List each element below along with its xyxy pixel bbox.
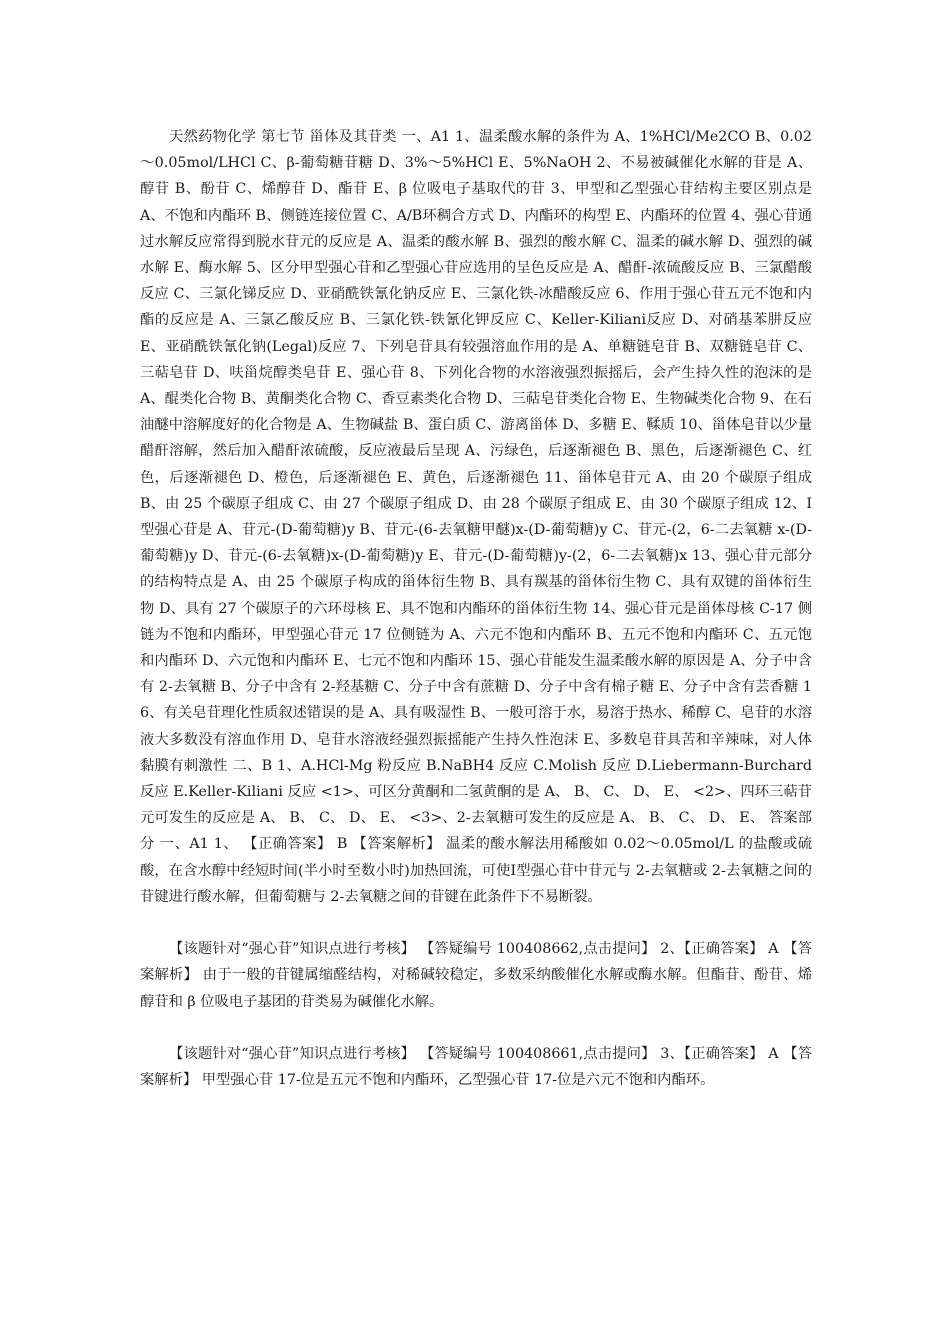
question-paragraph: 天然药物化学 第七节 甾体及其苷类 一、A1 1、温柔酸水解的条件为 A、1%HCl/Me2CO B、0.02～0.05mol/LHCl C、β-葡萄糖苷糖 D、3%～5%HCl E、5%NaOH 2、不易被碱催化水解的苷是 A、醇苷 B、酚苷 C、烯醇苷 D、酯苷 E、β 位吸电子基取代的苷 3、甲型和乙型强心苷结构主要区别点是 A、不饱和内酯环 B、侧链连接位置 C、A/B环稠合方式 D、内酯环的构型 E、内酯环的位置 4、强心苷通过水解反应常得到脱水苷元的反应是 A、温柔的酸水解 B、强烈的酸水解 C、温柔的碱水解 D、强烈的碱水解 E、酶水解 5、区分甲型强心苷和乙型强心苷应选用的呈色反应是 A、醋酐-浓硫酸反应 B、三氯醋酸反应 C、三氯化锑反应 D、亚硝酰铁氰化钠反应 E、三氯化铁-冰醋酸反应 6、作用于强心苷五元不饱和内酯的反应是 A、三氯乙酸反应 B、三氯化铁-铁氰化钾反应 C、Keller-Kiliani反应 D、对硝基苯肼反应 E、亚硝酰铁氰化钠(Legal)反应 7、下列皂苷具有较强溶血作用的是 A、单糖链皂苷 B、双糖链皂苷 C、三萜皂苷 D、呋甾烷醇类皂苷 E、强心苷 8、下列化合物的水溶液强烈振摇后，会产生持久性的泡沫的是 A、醌类化合物 B、黄酮类化合物 C、香豆素类化合物 D、三萜皂苷类化合物 E、生物碱类化合物 9、在石油醚中溶解度好的化合物是 A、生物碱盐 B、蛋白质 C、游离甾体 D、多糖 E、鞣质 10、甾体皂苷以少量醋酐溶解，然后加入醋酐浓硫酸，反应液最后呈现 A、污绿色，后逐渐褪色 B、黑色，后逐渐褪色 C、红色，后逐渐褪色 D、橙色，后逐渐褪色 E、黄色，后逐渐褪色 11、甾体皂苷元 A、由 20 个碳原子组成 B、由 25 个碳原子组成 C、由 27 个碳原子组成 D、由 28 个碳原子组成 E、由 30 个碳原子组成 12、Ⅰ型强心苷是 A、苷元-(D-葡萄糖)y B、苷元-(6-去氧糖甲醚)x-(D-葡萄糖)y C、苷元-(2，6-二去氧糖 x-(D-葡萄糖)y D、苷元-(6-去氧糖)x-(D-葡萄糖)y E、苷元-(D-葡萄糖)y-(2，6-二去氧糖)x 13、强心苷元部分的结构特点是 A、由 25 个碳原子构成的甾体衍生物 B、具有羰基的甾体衍生物 C、具有双键的甾体衍生物 D、具有 27 个碳原子的六环母核 E、具不饱和内酯环的甾体衍生物 14、强心苷元是甾体母核 C-17 侧链为不饱和内酯环，甲型强心苷元 17 位侧链为 A、六元不饱和内酯环 B、五元不饱和内酯环 C、五元饱和内酯环 D、六元饱和内酯环 E、七元不饱和内酯环 15、强心苷能发生温柔酸水解的原因是 A、分子中含有 2-去氧糖 B、分子中含有 2-羟基糖 C、分子中含有蔗糖 D、分子中含有棉子糖 E、分子中含有芸香糖 16、有关皂苷理化性质叙述错误的是 A、具有吸湿性 B、一般可溶于水，易溶于热水、稀醇 C、皂苷的水溶液大多数没有溶血作用 D、皂苷水溶液经强烈振摇能产生持久性泡沫 E、多数皂苷具苦和辛辣味，对人体黏膜有刺激性 二、B 1、A.HCl-Mg 粉反应 B.NaBH4 反应 C.Molish 反应 D.Liebermann-Burchard 反应 E.Keller-Kiliani 反应 <1>、可区分黄酮和二氢黄酮的是 A、 B、 C、 D、 E、 <2>、四环三萜苷元可发生的反应是 A、 B、 C、 D、 E、 <3>、2-去氧糖可发生的反应是 A、 B、 C、 D、 E、 答案部分 一、A1 1、 【正确答案】 B 【答案解析】 温柔的酸水解法用稀酸如 0.02～0.05mol/L 的盐酸或硫酸，在含水醇中经短时间(半小时至数小时)加热回流，可使Ⅰ型强心苷中苷元与 2-去氧糖或 2-去氧糖之间的苷键进行酸水解，但葡萄糖与 2-去氧糖之间的苷键在此条件下不易断裂。 <box>140 129 812 905</box>
answer-paragraph-2: 【该题针对“强心苷”知识点进行考核】 【答疑编号 100408662,点击提问】 2、【正确答案】 A 【答案解析】 由于一般的苷键属缩醛结构，对稀碱较稳定，多数采纳酸催化水解或酶水解。但酯苷、酚苷、烯醇苷和 β 位吸电子基团的苷类易为碱催化水解。 <box>140 941 812 1010</box>
document-page <box>140 124 812 1093</box>
answer-paragraph-3: 【该题针对“强心苷”知识点进行考核】 【答疑编号 100408661,点击提问】 3、【正确答案】 A 【答案解析】 甲型强心苷 17-位是五元不饱和内酯环，乙型强心苷 17-位是六元不饱和内酯环。 <box>140 1045 812 1088</box>
